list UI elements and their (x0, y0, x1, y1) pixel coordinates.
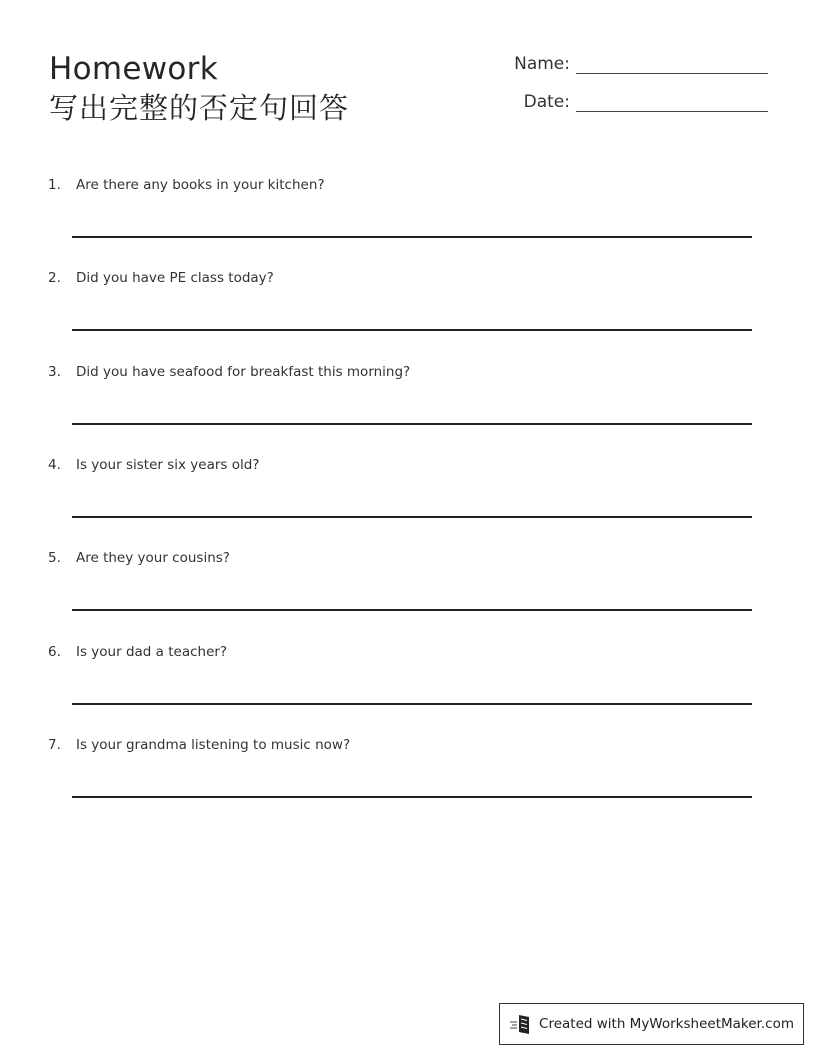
footer-text: Created with MyWorksheetMaker.com (539, 1016, 794, 1032)
question-text: Did you have PE class today? (76, 270, 274, 286)
answer-line[interactable] (72, 329, 752, 331)
answer-line[interactable] (72, 516, 752, 518)
question-text: Is your grandma listening to music now? (76, 737, 351, 753)
date-label: Date: (523, 92, 570, 112)
date-field (524, 91, 768, 112)
question-number: 4. (48, 457, 61, 473)
worksheet-maker-logo-icon (509, 1013, 533, 1035)
question-number: 5. (48, 550, 61, 566)
question-number: 3. (48, 364, 61, 380)
name-label: Name: (514, 54, 570, 74)
name-field (514, 53, 768, 74)
question-text: Are there any books in your kitchen? (76, 177, 325, 193)
question-number: 1. (48, 177, 61, 193)
footer-badge[interactable] (499, 1003, 804, 1045)
page-title: Homework (49, 51, 218, 87)
question-text: Is your dad a teacher? (76, 644, 228, 660)
question-number: 2. (48, 270, 61, 286)
page-subtitle: 写出完整的否定句回答 (49, 91, 350, 125)
question-text: Are they your cousins? (76, 550, 230, 566)
question-text: Is your sister six years old? (76, 457, 260, 473)
answer-line[interactable] (72, 703, 752, 705)
answer-line[interactable] (72, 609, 752, 611)
name-blank-line[interactable] (576, 53, 768, 74)
date-blank-line[interactable] (576, 91, 768, 112)
answer-line[interactable] (72, 236, 752, 238)
question-text: Did you have seafood for breakfast this morning? (76, 364, 411, 380)
answer-line[interactable] (72, 796, 752, 798)
question-number: 7. (48, 737, 61, 753)
question-number: 6. (48, 644, 61, 660)
answer-line[interactable] (72, 423, 752, 425)
